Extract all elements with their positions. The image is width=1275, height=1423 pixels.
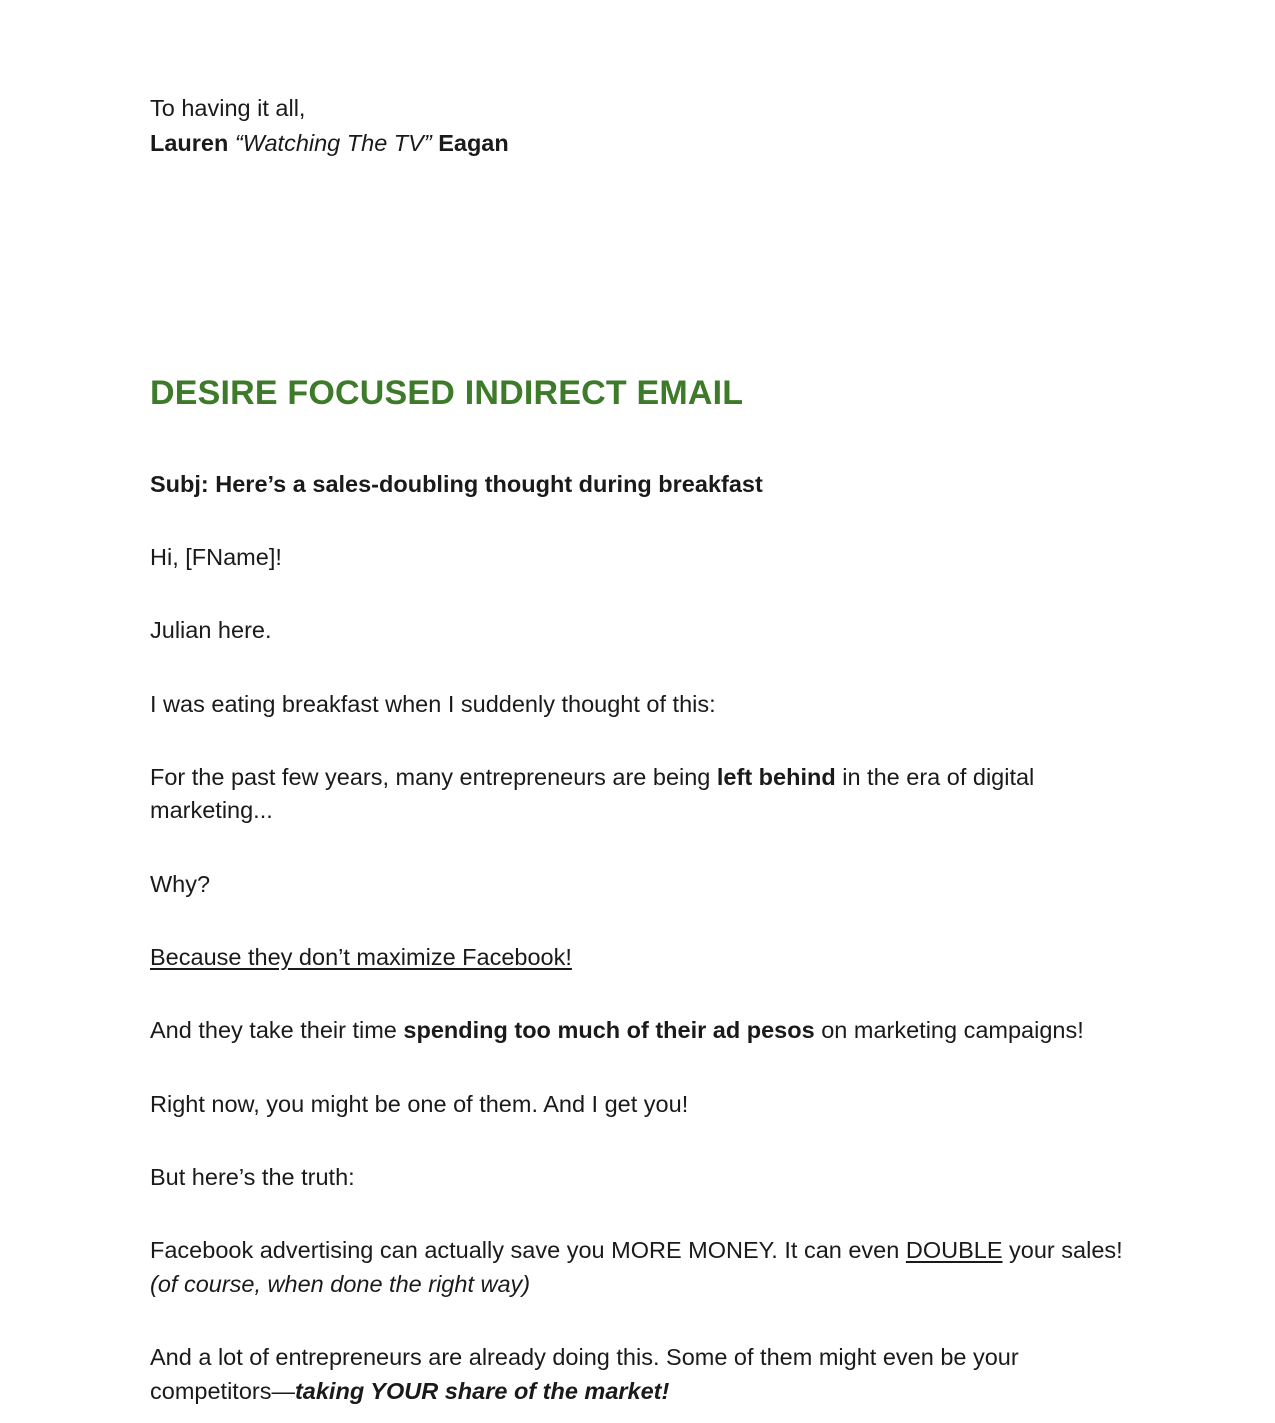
section-title: DESIRE FOCUSED INDIRECT EMAIL [150, 373, 744, 412]
body-paragraph-7: But here’s the truth: [150, 1164, 355, 1191]
body-paragraph-8 [150, 1234, 1125, 1301]
body-paragraph-9 [150, 1341, 1125, 1408]
body-paragraph-2 [150, 761, 1125, 828]
signoff-line: To having it all, [150, 95, 306, 121]
paragraph-2-text-end: in the era of digital marketing... [150, 763, 1035, 824]
body-paragraph-6: Right now, you might be one of them. And I get you! [150, 1090, 689, 1117]
paragraph-9-emphasis: taking YOUR share of the market! [294, 1377, 670, 1404]
body-paragraph-3: Why? [150, 870, 211, 897]
email-intro: Julian here. [150, 617, 272, 644]
paragraph-5-text-end: on marketing campaigns! [814, 1017, 1084, 1044]
signoff-signature [150, 127, 1125, 160]
email-greeting: Hi, [FName]! [150, 543, 282, 570]
paragraph-5-emphasis: spending too much of their ad pesos [403, 1017, 815, 1044]
body-paragraph-1: I was eating breakfast when I suddenly thought of this: [150, 690, 716, 717]
paragraph-5-text-start: And they take their time [150, 1017, 404, 1044]
paragraph-8-italic-note: (of course, when done the right way) [150, 1270, 531, 1297]
paragraph-8-underlined: DOUBLE [905, 1237, 1003, 1264]
section-spacer [150, 161, 1125, 373]
signoff-first-name: Lauren [150, 130, 229, 157]
email-subject-line: Subj: Here’s a sales-doubling thought during breakfast [150, 470, 763, 497]
signoff-last-name: Eagan [438, 130, 509, 157]
paragraph-2-emphasis: left behind [716, 763, 836, 790]
title-spacer [150, 414, 1125, 468]
paragraph-8-text-mid: your sales! [1002, 1237, 1123, 1264]
signoff-nickname: “Watching The TV” [234, 130, 432, 157]
body-paragraph-4 [150, 941, 1125, 974]
document-content [150, 92, 1125, 1408]
paragraph-2-text-start: For the past few years, many entrepreneurs are being [150, 763, 717, 790]
paragraph-9-text-start: And a lot of entrepreneurs are already doing this. Some of them might even be your competitors— [150, 1344, 1019, 1404]
paragraph-8-text-start: Facebook advertising can actually save you MORE MONEY. It can even [150, 1237, 906, 1264]
body-paragraph-5 [150, 1014, 1125, 1047]
paragraph-4-underlined: Because they don’t maximize Facebook! [150, 944, 572, 971]
